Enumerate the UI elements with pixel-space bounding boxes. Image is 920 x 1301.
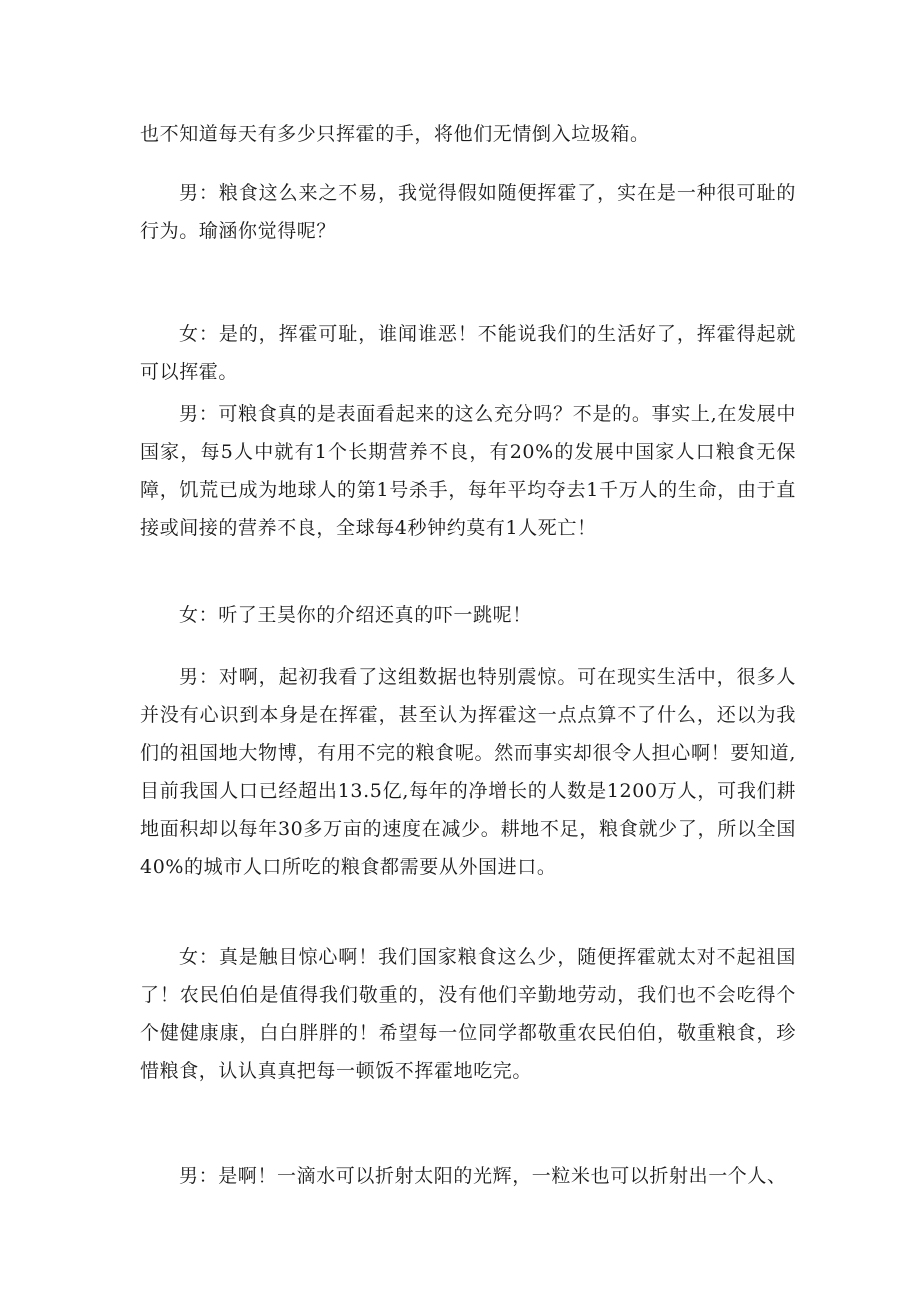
- paragraph-3: 女：是的，挥霍可耻，谁闻谁恶！不能说我们的生活好了，挥霍得起就可以挥霍。: [140, 323, 796, 383]
- paragraph-1: 也不知道每天有多少只挥霍的手，将他们无情倒入垃圾箱。: [140, 123, 650, 145]
- paragraph-6: 男：对啊，起初我看了这组数据也特别震惊。可在现实生活中，很多人并没有心识到本身是在挥霍，甚至认为挥霍这一点点算不了什么，还以为我们的祖国地大物博，有用不完的粮食呢。然而事实却很令人担心啊！要知道,目前我国人口已经超出13.5亿,每年的净增长的人数是1200万人，可我们耕地面积却以每年30多万亩的速度在减少。耕地不足，粮食就少了，所以全国40%的城市人口所吃的粮食都需要从外国进口。: [140, 666, 796, 878]
- paragraph-5: 女：听了王昊你的介绍还真的吓一跳呢！: [179, 604, 532, 626]
- paragraph-8: 男：是啊！一滴水可以折射太阳的光辉，一粒米也可以折射出一个人、: [179, 1165, 787, 1187]
- paragraph-4: 男：可粮食真的是表面看起来的这么充分吗？不是的。事实上,在发展中国家，每5人中就有1个长期营养不良，有20%的发展中国家人口粮食无保障，饥荒已成为地球人的第1号杀手，每年平均夺去1千万人的生命，由于直接或间接的营养不良，全球每4秒钟约莫有1人死亡！: [140, 403, 796, 539]
- paragraph-2: 男：粮食这么来之不易，我觉得假如随便挥霍了，实在是一种很可耻的行为。瑜涵你觉得呢？: [140, 182, 796, 242]
- paragraph-7: 女：真是触目惊心啊！我们国家粮食这么少，随便挥霍就太对不起祖国了！农民伯伯是值得我们敬重的，没有他们辛勤地劳动，我们也不会吃得个个健健康康，白白胖胖的！希望每一位同学都敬重农民伯伯，敬重粮食，珍惜粮食，认认真真把每一顿饭不挥霍地吃完。: [140, 946, 796, 1082]
